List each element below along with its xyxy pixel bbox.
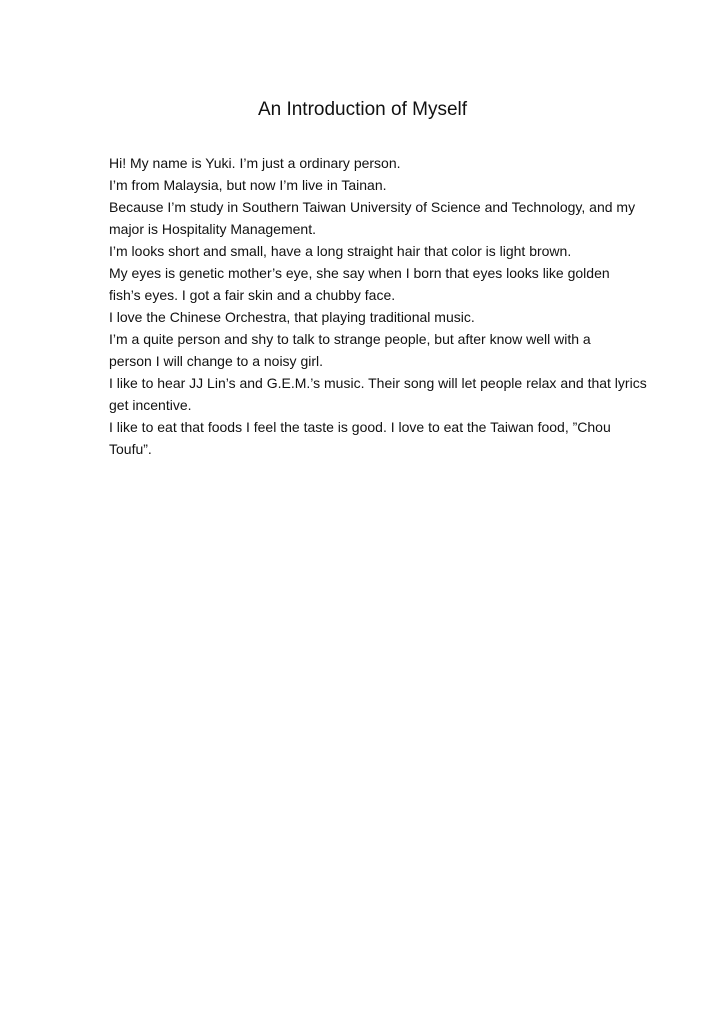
text-line: My eyes is genetic mother’s eye, she say when I born that eyes looks like golden (109, 265, 610, 281)
text-line: I like to eat that foods I feel the taste is good. I love to eat the Taiwan food, ”Chou (109, 419, 611, 435)
text-line: I’m a quite person and shy to talk to strange people, but after know well with a (109, 331, 591, 347)
text-line: get incentive. (109, 397, 192, 413)
text-line: major is Hospitality Management. (109, 221, 316, 237)
text-line: I like to hear JJ Lin’s and G.E.M.’s music. Their song will let people relax and that lyrics (109, 375, 647, 391)
document-body (109, 152, 647, 460)
text-line: I’m looks short and small, have a long straight hair that color is light brown. (109, 243, 572, 259)
text-line: Hi! My name is Yuki. I’m just a ordinary person. (109, 155, 401, 171)
text-line: person I will change to a noisy girl. (109, 353, 323, 369)
text-line: I’m from Malaysia, but now I’m live in Tainan. (109, 177, 387, 193)
text-line: Toufu”. (109, 441, 152, 457)
text-line: fish’s eyes. I got a fair skin and a chubby face. (109, 287, 396, 303)
page-title: An Introduction of Myself (257, 99, 468, 120)
text-line: Because I’m study in Southern Taiwan University of Science and Technology, and my (109, 199, 636, 215)
text-line: I love the Chinese Orchestra, that playing traditional music. (109, 309, 475, 325)
